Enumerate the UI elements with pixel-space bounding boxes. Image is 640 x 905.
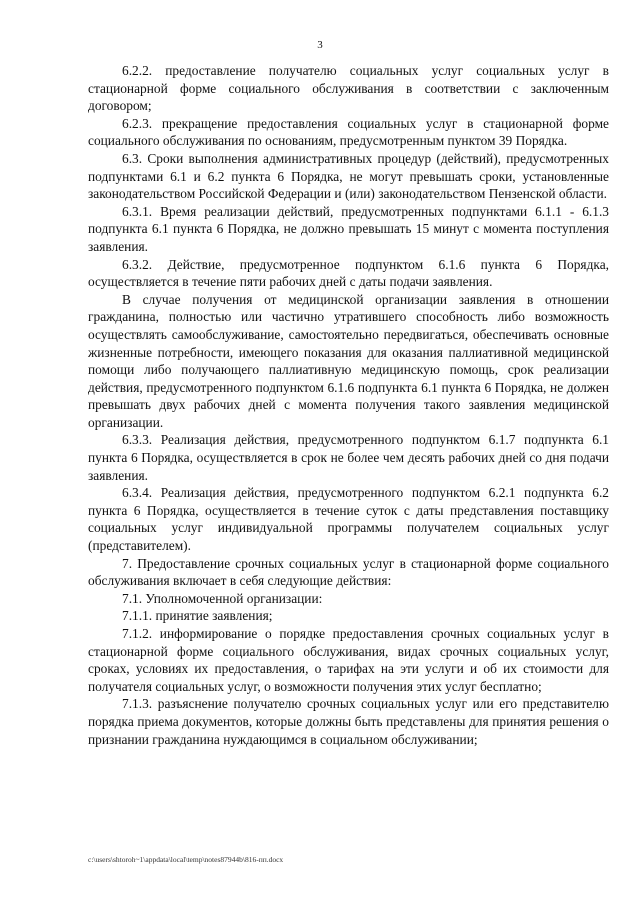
paragraph-7-1-1: 7.1.1. принятие заявления;: [122, 608, 273, 624]
paragraph-7-1-2: 7.1.2. информирование о порядке предоставления срочных социальных услуг в стационарной форме социального обслуживания, видах срочных социальных услуг, сроках, условиях их предоставления, о тарифах на эти услуги и об их стоимости для получателя социальных услуг, о возможности получения этих услуг бесплатно;: [88, 626, 609, 694]
paragraph-7: 7. Предоставление срочных социальных услуг в стационарной форме социального обслуживания включает в себя следующие действия:: [88, 555, 609, 589]
paragraph-7-1-3: 7.1.3. разъяснение получателю срочных социальных услуг или его представителю порядка приема документов, которые должны быть представлены для принятия решения о признании гражданина нуждающимся в социальном обслуживании;: [88, 696, 609, 747]
document-body: [88, 62, 609, 748]
paragraph-6-3-3: 6.3.3. Реализация действия, предусмотренного подпунктом 6.1.7 подпункта 6.1 пункта 6 Порядка, осуществляется в срок не более чем десять рабочих дней со дня подачи заявления.: [88, 432, 609, 483]
paragraph-6-2-3: 6.2.3. прекращение предоставления социальных услуг в стационарной форме социального обслуживания по основаниям, предусмотренным пунктом 39 Порядка.: [88, 115, 609, 149]
paragraph-6-3: 6.3. Сроки выполнения административных процедур (действий), предусмотренных подпунктами 6.1 и 6.2 пункта 6 Порядка, не могут превышать сроки, установленные законодательством Российской Федерации и (или) законодательством Пензенской области.: [88, 150, 609, 202]
page-number: 3: [317, 39, 323, 51]
footer-file-path: c:\users\shtoroh~1\appdata\local\temp\notes87944b\816-пп.docx: [88, 855, 284, 864]
paragraph-6-3-1: 6.3.1. Время реализации действий, предусмотренных подпунктами 6.1.1 - 6.1.3 подпункта 6.1 пункта 6 Порядка, не должно превышать 15 минут с момента поступления заявления.: [88, 203, 609, 254]
paragraph-palliative-case: В случае получения от медицинской организации заявления в отношении гражданина, полностью или частично утратившего способность либо возможность осуществлять самообслуживание, самостоятельно передвигаться, обеспечивать основные жизненные потребности, имеющего показания для оказания паллиативной медицинской помощи либо получающего паллиативную медицинскую помощь, срок реализации действия, предусмотренного подпунктом 6.1.6 подпункта 6.1 пункта 6 Порядка, не должен превышать двух рабочих дней с момента получения такого заявления медицинской организации.: [88, 291, 609, 430]
paragraph-6-2-2: 6.2.2. предоставление получателю социальных услуг социальных услуг в стационарной форме социального обслуживания в соответствии с заключенным договором;: [88, 63, 609, 114]
paragraph-6-3-2: 6.3.2. Действие, предусмотренное подпунктом 6.1.6 пункта 6 Порядка, осуществляется в течение пяти рабочих дней с даты подачи заявления.: [88, 256, 609, 290]
paragraph-6-3-4: 6.3.4. Реализация действия, предусмотренного подпунктом 6.2.1 подпункта 6.2 пункта 6 Порядка, осуществляется в течение суток с даты представления поставщику социальных услуг индивидуальной программы получателем социальных услуг (представителем).: [88, 485, 609, 554]
paragraph-7-1: 7.1. Уполномоченной организации:: [122, 590, 323, 606]
